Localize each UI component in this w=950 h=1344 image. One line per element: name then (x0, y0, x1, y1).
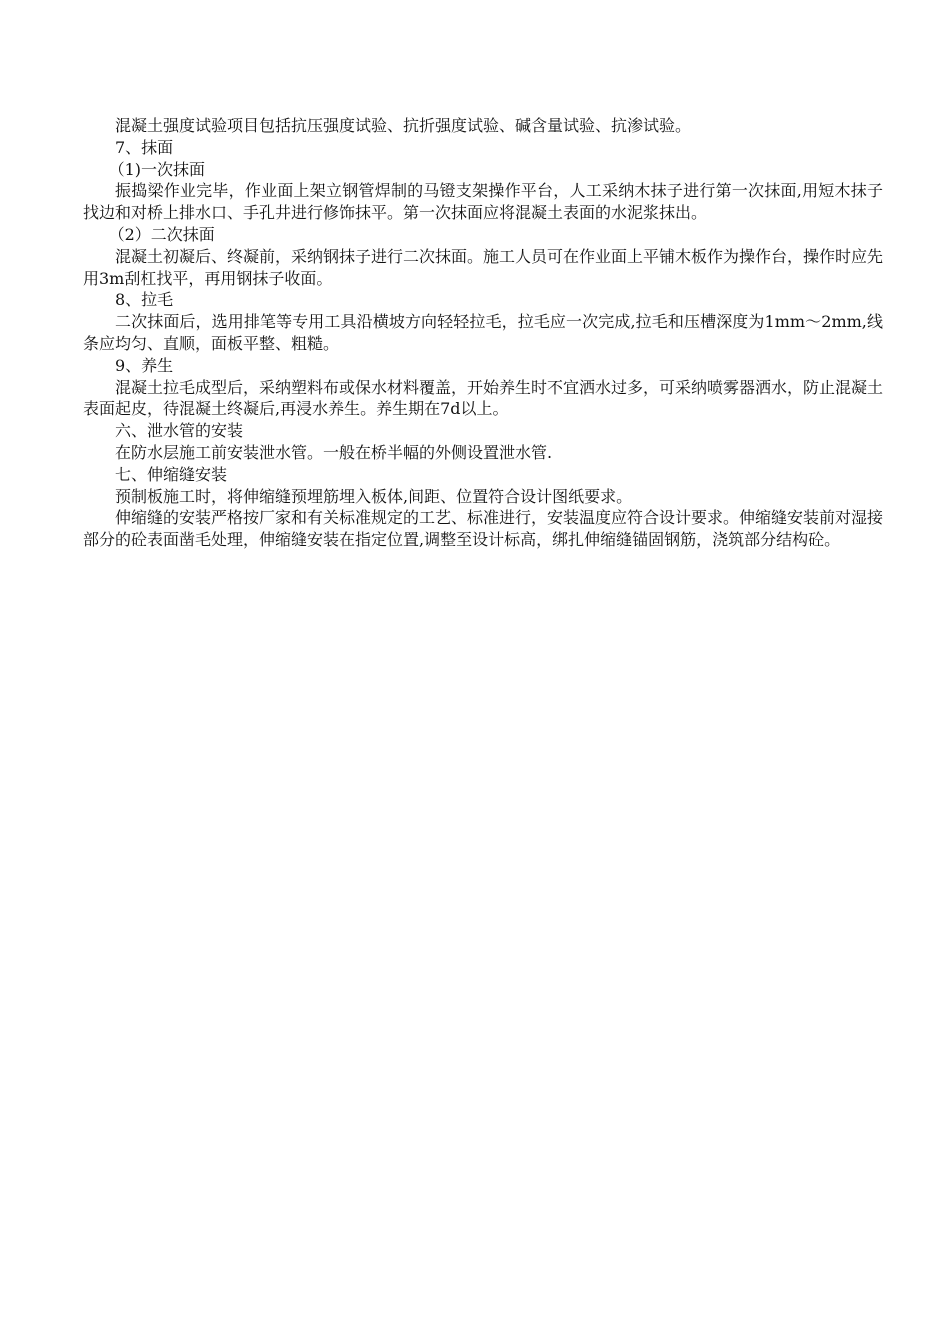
paragraph-second-plastering: 混凝土初凝后、终凝前，采纳钢抹子进行二次抹面。施工人员可在作业面上平铺木板作为操作台，操作时应先用3m刮杠找平，再用钢抹子收面。 (83, 246, 884, 288)
heading-7-plastering: 7、抹面 (115, 137, 174, 157)
paragraph-curing: 混凝土拉毛成型后，采纳塑料布或保水材料覆盖，开始养生时不宜洒水过多，可采纳喷雾器洒水，防止混凝土表面起皮，待混凝土终凝后,再浸水养生。养生期在7d以上。 (83, 377, 884, 419)
heading-8-texturing: 8、拉毛 (115, 290, 174, 310)
paragraph-strength-tests: 混凝土强度试验项目包括抗压强度试验、抗折强度试验、碱含量试验、抗渗试验。 (115, 116, 692, 135)
heading-drain-pipe: 六、泄水管的安装 (115, 421, 244, 441)
subheading-second-plastering: （2）二次抹面 (108, 224, 215, 244)
subheading-first-plastering: （1)一次抹面 (108, 159, 206, 179)
paragraph-expansion-joint-prefab: 预制板施工时，将伸缩缝预埋筋埋入板体,间距、位置符合设计图纸要求。 (115, 486, 633, 506)
paragraph-expansion-joint-install: 伸缩缝的安装严格按厂家和有关标准规定的工艺、标准进行，安装温度应符合设计要求。伸缩缝安装前对湿接部分的砼表面凿毛处理，伸缩缝安装在指定位置,调整至设计标高，绑扎伸缩缝锚固钢筋，浇筑部分结构砼。 (83, 508, 884, 550)
heading-expansion-joint: 七、伸缩缝安装 (115, 464, 228, 484)
heading-9-curing: 9、养生 (115, 355, 174, 375)
paragraph-texturing: 二次抹面后，选用排笔等专用工具沿横坡方向轻轻拉毛，拉毛应一次完成,拉毛和压槽深度为1mm～2mm,线条应均匀、直顺，面板平整、粗糙。 (83, 312, 883, 353)
paragraph-drain-pipe: 在防水层施工前安装泄水管。一般在桥半幅的外侧设置泄水管. (115, 442, 553, 462)
document-page (83, 115, 883, 551)
paragraph-first-plastering: 振捣梁作业完毕，作业面上架立钢管焊制的马镫支架操作平台，人工采纳木抹子进行第一次抹面,用短木抹子找边和对桥上排水口、手孔井进行修饰抹平。第一次抹面应将混凝土表面的水泥浆抹出。 (83, 181, 883, 223)
